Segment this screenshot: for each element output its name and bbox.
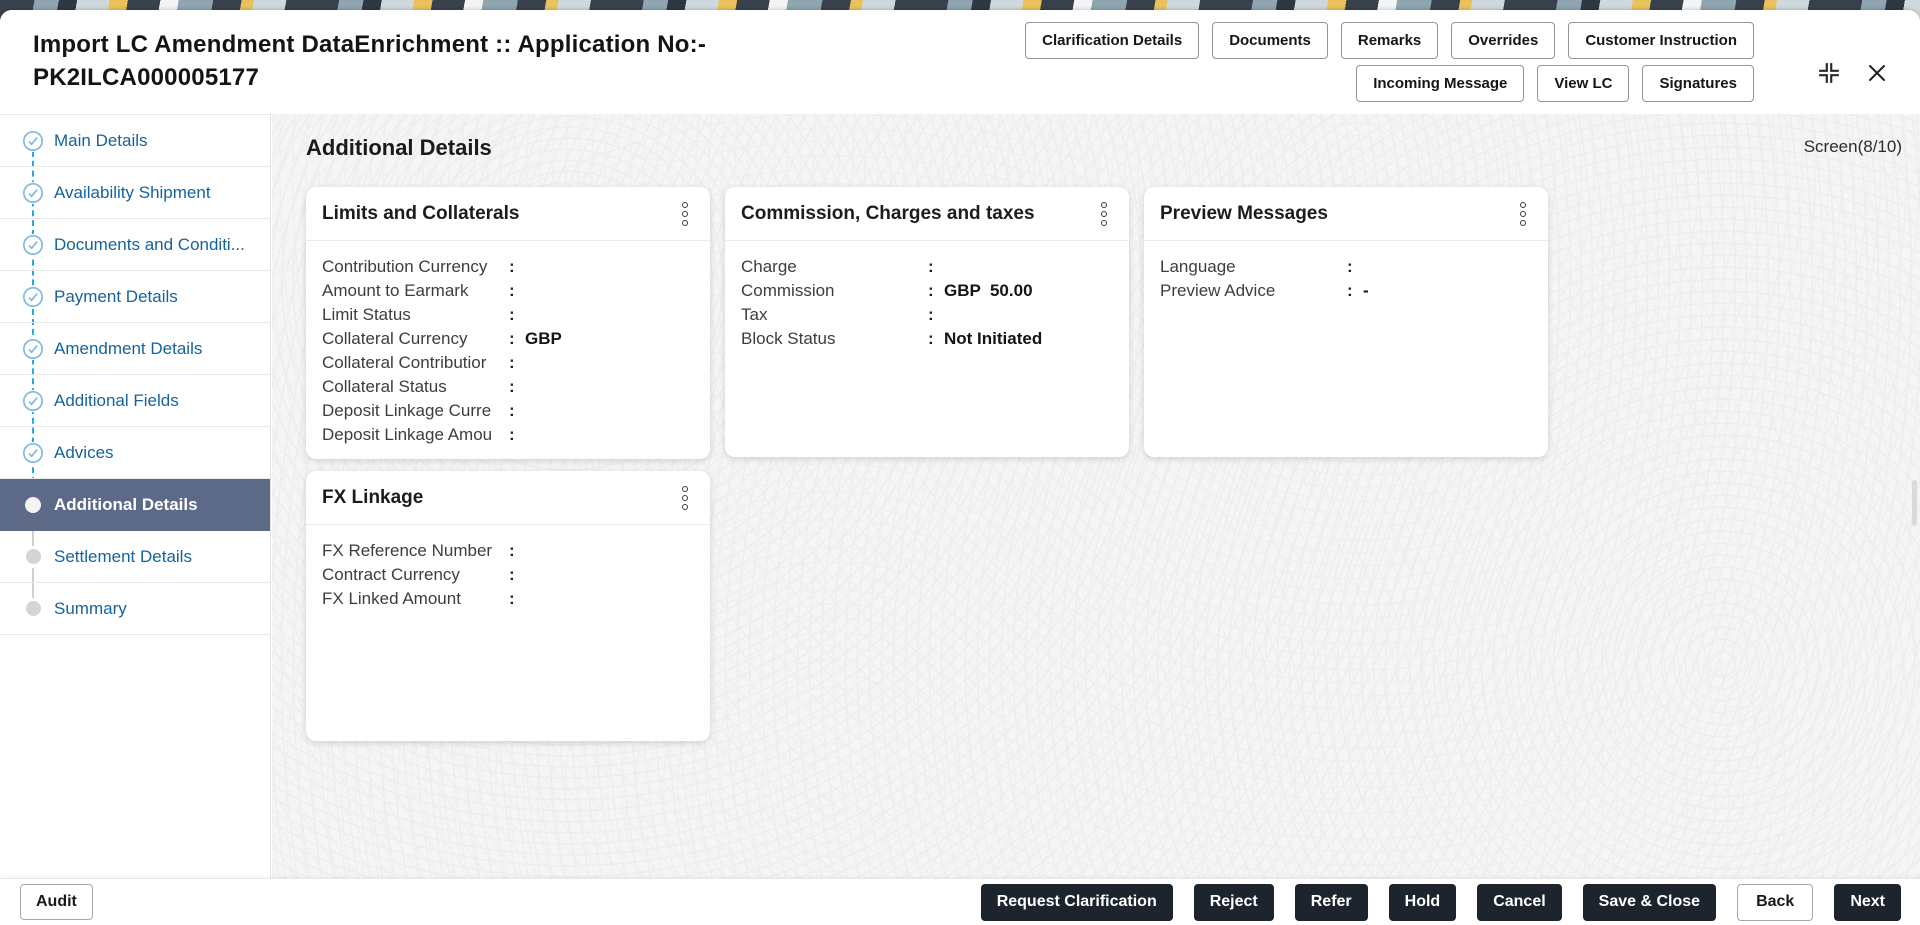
- sidebar-item-label: Additional Fields: [54, 390, 179, 410]
- sidebar-item-amendment-details[interactable]: [0, 323, 270, 375]
- window-controls: [1816, 60, 1890, 86]
- view-lc-button[interactable]: View LC: [1537, 65, 1629, 102]
- colon: :: [509, 565, 515, 584]
- pending-step-dot: [22, 546, 44, 568]
- content-header: [306, 135, 1902, 161]
- completed-check-icon: [22, 182, 44, 204]
- page-title: [33, 28, 853, 94]
- card-title: Preview Messages: [1160, 202, 1328, 224]
- field-row: [322, 327, 694, 351]
- field-label: Contribution Currency: [322, 257, 488, 276]
- field-row: [322, 303, 694, 327]
- incoming-message-button[interactable]: Incoming Message: [1356, 65, 1524, 102]
- sidebar-item-label: Additional Details: [54, 494, 198, 514]
- colon: :: [509, 589, 515, 608]
- field-label: Tax: [741, 305, 768, 324]
- field-label: Contract Currency: [322, 565, 460, 584]
- field-label: Limit Status: [322, 305, 411, 324]
- field-label: FX Reference Number: [322, 541, 493, 560]
- field-label: Commission: [741, 281, 835, 300]
- stage-sidebar: [0, 114, 271, 878]
- sidebar-item-label: Documents and Conditi...: [54, 234, 245, 254]
- remarks-button[interactable]: Remarks: [1341, 22, 1438, 59]
- page-title-line2: PK2ILCA000005177: [33, 64, 260, 91]
- field-row: [322, 399, 694, 423]
- card-body: [725, 241, 1129, 363]
- colon: :: [509, 425, 515, 444]
- card-title: FX Linkage: [322, 486, 424, 508]
- colon: :: [1347, 257, 1353, 276]
- sidebar-item-additional-fields[interactable]: [0, 375, 270, 427]
- sidebar-item-label: Settlement Details: [54, 546, 192, 566]
- header-buttons-row2: [1356, 65, 1754, 102]
- card-body: [1144, 241, 1548, 315]
- colon: :: [509, 329, 515, 348]
- card-header: [306, 187, 710, 241]
- field-label: Deposit Linkage Curre: [322, 401, 492, 420]
- field-row: [741, 327, 1113, 351]
- hold-button[interactable]: Hold: [1389, 884, 1457, 921]
- field-label: Block Status: [741, 329, 836, 348]
- next-button[interactable]: Next: [1834, 884, 1901, 921]
- kebab-menu-icon[interactable]: [676, 198, 694, 230]
- colon: :: [509, 377, 515, 396]
- completed-check-icon: [22, 234, 44, 256]
- sidebar-item-payment-details[interactable]: [0, 271, 270, 323]
- section-heading: Additional Details: [306, 135, 492, 160]
- kebab-menu-icon[interactable]: [1514, 198, 1532, 230]
- colon: :: [928, 257, 934, 276]
- audit-button[interactable]: Audit: [20, 884, 93, 920]
- sidebar-item-additional-details[interactable]: [0, 479, 270, 531]
- card-body: [306, 241, 710, 459]
- field-label: FX Linked Amount: [322, 589, 461, 608]
- action-footer: [0, 878, 1920, 925]
- clarification-details-button[interactable]: Clarification Details: [1025, 22, 1199, 59]
- screen-indicator: Screen(8/10): [1803, 137, 1902, 156]
- colon: :: [509, 541, 515, 560]
- colon: :: [928, 305, 934, 324]
- colon: :: [928, 281, 934, 300]
- completed-check-icon: [22, 130, 44, 152]
- card-limits-and-collaterals: [306, 187, 710, 459]
- field-row: [741, 279, 1113, 303]
- sidebar-item-settlement-details[interactable]: [0, 531, 270, 583]
- sidebar-item-label: Summary: [54, 598, 127, 618]
- sidebar-item-availability-shipment[interactable]: [0, 167, 270, 219]
- main-content: [272, 114, 1920, 878]
- sidebar-item-label: Amendment Details: [54, 338, 203, 358]
- field-label: Preview Advice: [1160, 281, 1276, 300]
- field-label: Collateral Currency: [322, 329, 468, 348]
- field-value: GBP: [525, 329, 562, 348]
- card-body: [306, 525, 710, 623]
- sidebar-item-label: Availability Shipment: [54, 182, 211, 202]
- field-value: Not Initiated: [944, 329, 1043, 348]
- field-row: [322, 375, 694, 399]
- scrollbar-thumb[interactable]: [1912, 480, 1917, 526]
- completed-check-icon: [22, 338, 44, 360]
- completed-check-icon: [22, 442, 44, 464]
- refer-button[interactable]: Refer: [1295, 884, 1368, 921]
- reject-button[interactable]: Reject: [1194, 884, 1274, 921]
- colon: :: [509, 353, 515, 372]
- field-row: [1160, 279, 1532, 303]
- colon: :: [509, 281, 515, 300]
- collapse-icon[interactable]: [1816, 60, 1842, 86]
- sidebar-item-documents-and-conditions[interactable]: [0, 219, 270, 271]
- overrides-button[interactable]: Overrides: [1451, 22, 1555, 59]
- field-value: -: [1363, 281, 1369, 300]
- card-title: Limits and Collaterals: [322, 202, 520, 224]
- completed-check-icon: [22, 390, 44, 412]
- field-row: [322, 563, 694, 587]
- sidebar-item-label: Payment Details: [54, 286, 178, 306]
- completed-check-icon: [22, 286, 44, 308]
- field-row: [322, 279, 694, 303]
- documents-button[interactable]: Documents: [1212, 22, 1328, 59]
- sidebar-item-label: Advices: [54, 442, 114, 462]
- card-header: [725, 187, 1129, 241]
- field-row: [1160, 255, 1532, 279]
- kebab-menu-icon[interactable]: [1095, 198, 1113, 230]
- close-icon[interactable]: [1864, 60, 1890, 86]
- field-label: Language: [1160, 257, 1236, 276]
- field-value: GBP 50.00: [944, 281, 1033, 300]
- request-clarification-button[interactable]: Request Clarification: [981, 884, 1173, 921]
- cards-grid: [306, 187, 1902, 741]
- cancel-button[interactable]: Cancel: [1477, 884, 1561, 921]
- header: [0, 10, 1920, 114]
- header-buttons-row1: [1025, 22, 1754, 59]
- card-header: [306, 471, 710, 525]
- field-label: Collateral Status: [322, 377, 447, 396]
- field-label: Charge: [741, 257, 797, 276]
- card-header: [1144, 187, 1548, 241]
- pending-step-dot: [22, 598, 44, 620]
- field-row: [741, 303, 1113, 327]
- field-row: [322, 539, 694, 563]
- save-close-button[interactable]: Save & Close: [1583, 884, 1716, 921]
- sidebar-item-main-details[interactable]: [0, 115, 270, 167]
- colon: :: [1347, 281, 1353, 300]
- field-label: Collateral Contributior: [322, 353, 487, 372]
- field-row: [322, 351, 694, 375]
- field-label: Deposit Linkage Amou: [322, 425, 493, 444]
- field-row: [741, 255, 1113, 279]
- kebab-menu-icon[interactable]: [676, 482, 694, 514]
- card-preview-messages: [1144, 187, 1548, 457]
- app-panel: [0, 10, 1920, 925]
- card-commission-charges-taxes: [725, 187, 1129, 457]
- field-label: Amount to Earmark: [322, 281, 469, 300]
- field-row: [322, 587, 694, 611]
- active-step-dot: [22, 494, 44, 516]
- sidebar-item-advices[interactable]: [0, 427, 270, 479]
- page-title-line1: Import LC Amendment DataEnrichment :: Application No:-: [33, 31, 707, 58]
- signatures-button[interactable]: Signatures: [1642, 65, 1754, 102]
- field-row: [322, 423, 694, 447]
- colon: :: [509, 305, 515, 324]
- field-row: [322, 255, 694, 279]
- footer-actions: [981, 884, 1901, 921]
- card-fx-linkage: [306, 471, 710, 741]
- header-buttons: [1025, 22, 1754, 102]
- sidebar-item-summary[interactable]: [0, 583, 270, 635]
- sidebar-item-label: Main Details: [54, 130, 148, 150]
- stage-nav: [0, 115, 270, 635]
- colon: :: [928, 329, 934, 348]
- card-title: Commission, Charges and taxes: [741, 202, 1035, 224]
- colon: :: [509, 257, 515, 276]
- back-button[interactable]: Back: [1737, 884, 1813, 921]
- customer-instruction-button[interactable]: Customer Instruction: [1568, 22, 1754, 59]
- colon: :: [509, 401, 515, 420]
